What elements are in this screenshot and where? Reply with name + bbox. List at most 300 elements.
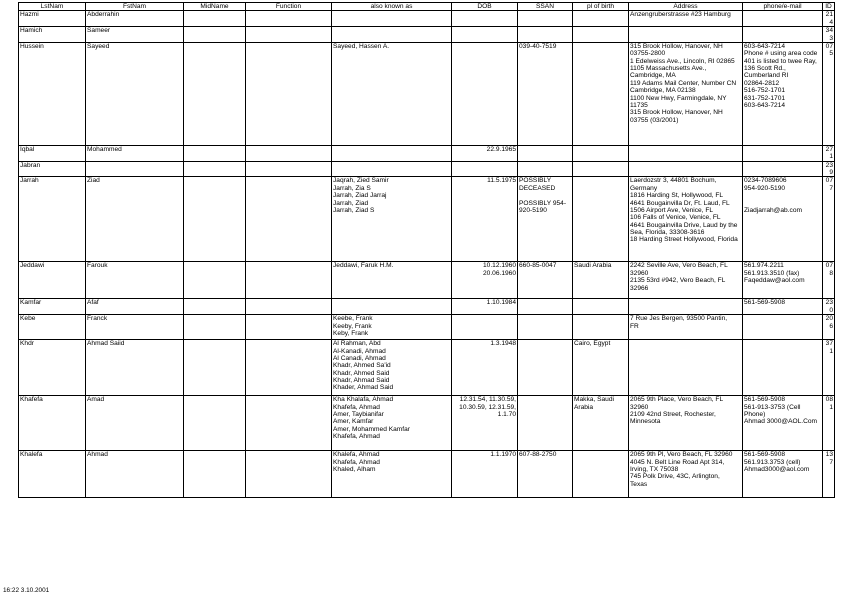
cell-lastname-text: Khalefa: [20, 451, 43, 459]
cell-place-of-birth-text: [574, 162, 627, 169]
cell-aka-line: Khafefa, Ahmad: [333, 403, 380, 411]
cell-dob: [452, 451, 518, 498]
cell-ssan-text: [519, 162, 571, 169]
cell-function: [246, 396, 332, 451]
cell-phone-email-line: Ahmad3000@aol.com: [744, 465, 810, 473]
cell-address-line: Minnesota: [630, 418, 661, 426]
cell-dob: [452, 315, 518, 340]
cell-address-line: 18 Harding Street Hollywood, Florida: [630, 236, 738, 244]
cell-place-of-birth-text: Saudi Arabia: [574, 262, 612, 270]
cell-place-of-birth: [573, 145, 629, 161]
cell-dob-line: 1.1.70: [497, 410, 516, 418]
cell-aka: [332, 145, 452, 161]
print-timestamp: 16:22 3.10.2001: [3, 587, 50, 594]
cell-ssan: [518, 315, 573, 340]
cell-midname-text: [185, 177, 244, 184]
cell-address-line: Irving, TX 75038: [630, 465, 679, 473]
cell-midname-text: [185, 299, 244, 306]
cell-ssan: [518, 161, 573, 177]
cell-place-of-birth: [573, 340, 629, 396]
col-phone-email: phone/e-mail: [743, 3, 823, 11]
cell-place-of-birth: [573, 315, 629, 340]
cell-address-line: 315 Brook Hollow, Hanover, NH: [630, 42, 723, 50]
col-id: ID: [823, 3, 835, 11]
cell-id-text: 206: [825, 315, 833, 330]
cell-ssan-text: [519, 146, 571, 153]
cell-firstname: [86, 299, 184, 315]
cell-lastname: [19, 11, 86, 27]
cell-phone-email-line: 561.913.3753 (cell): [744, 458, 801, 466]
cell-place-of-birth-text: [574, 451, 627, 458]
cell-phone-email: [743, 27, 823, 43]
cell-aka-line: Jeddawi, Faruk H.M.: [333, 262, 394, 270]
cell-lastname: [19, 315, 86, 340]
cell-phone-email: [743, 145, 823, 161]
cell-ssan: [518, 396, 573, 451]
cell-aka: [332, 177, 452, 262]
cell-aka-line: Al-Kanadi, Ahmad: [333, 347, 386, 355]
cell-function-text: [247, 27, 330, 34]
cell-phone-email-line: 954-920-5190: [744, 184, 786, 192]
table-row: [19, 299, 835, 315]
col-lastname: LstNam: [19, 3, 86, 11]
cell-dob: [452, 396, 518, 451]
cell-lastname-text: Hazmi: [20, 11, 39, 19]
cell-address-line: 119 Adams Mail Center, Number CN: [630, 79, 737, 87]
cell-aka: [332, 340, 452, 396]
cell-firstname-text: Ahmad: [87, 451, 108, 459]
cell-phone-email: [743, 299, 823, 315]
table-row: [19, 145, 835, 161]
cell-aka-line: Jarrah, Ziad Jarraj: [333, 192, 387, 200]
cell-firstname: [86, 340, 184, 396]
cell-address-line: Texas: [630, 480, 648, 488]
cell-phone-email-line: 136 Scott Rd.,: [744, 65, 786, 72]
cell-address-line: 2065 9th Pl, Vero Beach, FL 32960: [630, 451, 733, 459]
cell-firstname: [86, 145, 184, 161]
cell-address: [629, 451, 743, 498]
cell-lastname: [19, 340, 86, 396]
cell-aka-line: Jarrah, Ziad S: [333, 206, 375, 214]
table-row: [19, 396, 835, 451]
cell-ssan-text: [519, 192, 571, 199]
cell-address-line: 4045 N. Belt Line Road Apt 314,: [630, 458, 725, 466]
cell-midname: [184, 27, 246, 43]
cell-function-text: [247, 146, 330, 153]
cell-id: [823, 262, 835, 299]
header-row: [19, 3, 835, 11]
cell-phone-email-line: Phone): [744, 410, 766, 418]
col-address: Address: [629, 3, 743, 11]
cell-address-line: 1105 Massachusetts Ave.,: [630, 65, 707, 72]
cell-phone-email-line: 603-643-7214: [744, 101, 786, 109]
cell-ssan: [518, 42, 573, 145]
cell-function-text: [247, 340, 330, 347]
cell-address: [629, 299, 743, 315]
cell-aka-line: Al Rahman, Abd: [333, 340, 381, 348]
cell-place-of-birth: [573, 396, 629, 451]
cell-id-text: 078: [825, 262, 833, 277]
cell-lastname: [19, 27, 86, 43]
cell-id: [823, 451, 835, 498]
cell-place-of-birth-text: [574, 43, 627, 50]
cell-phone-email-line: 0234-7089606: [744, 177, 787, 185]
cell-midname-text: [185, 315, 244, 322]
cell-midname-text: [185, 451, 244, 458]
cell-midname-text: [185, 43, 244, 50]
cell-aka: [332, 42, 452, 145]
cell-place-of-birth: [573, 27, 629, 43]
cell-lastname: [19, 396, 86, 451]
cell-aka: [332, 161, 452, 177]
cell-midname: [184, 177, 246, 262]
cell-id: [823, 145, 835, 161]
cell-address-line: 4641 Bougainvilla Drive, Laud by the: [630, 221, 738, 229]
cell-aka-line: Sayeed, Hassen A.: [333, 42, 390, 50]
cell-id-text: 239: [825, 161, 833, 176]
cell-address-line: Laerdozstr 3, 44801 Bochum,: [630, 177, 717, 185]
cell-lastname: [19, 177, 86, 262]
cell-id: [823, 11, 835, 27]
cell-address-line: 2109 42nd Street, Rochester,: [630, 410, 716, 418]
cell-address-line: Cambridge, MA 02138: [630, 87, 696, 95]
cell-place-of-birth: [573, 42, 629, 145]
cell-phone-email-line: 561-569-5908: [744, 299, 786, 307]
cell-place-of-birth-text: Makka, Saudi Arabia: [574, 396, 614, 411]
cell-id-text: 371: [825, 340, 833, 355]
cell-lastname-text: Kamfar: [20, 299, 42, 307]
cell-id-text: 343: [825, 27, 833, 42]
col-firstname: FstNam: [86, 3, 184, 11]
cell-firstname-text: Afaf: [87, 299, 99, 307]
cell-ssan-text: [519, 27, 571, 34]
col-dob: DOB: [452, 3, 518, 11]
cell-firstname-text: Mohammed: [87, 145, 122, 153]
cell-id: [823, 27, 835, 43]
cell-address-line: 4641 Bougainvilla Dr, Ft. Laud, FL: [630, 199, 730, 207]
records-table: [18, 2, 835, 498]
cell-function: [246, 11, 332, 27]
cell-midname: [184, 11, 246, 27]
cell-function: [246, 315, 332, 340]
cell-ssan: [518, 11, 573, 27]
cell-dob-line: 1.10.1984: [486, 299, 516, 307]
cell-address: [629, 315, 743, 340]
cell-place-of-birth-text: [574, 11, 627, 18]
cell-ssan-text: POSSIBLY 954-920-5190: [519, 199, 567, 214]
cell-ssan: [518, 177, 573, 262]
cell-phone-email-line: 561-569-5908: [744, 396, 786, 404]
cell-aka: [332, 262, 452, 299]
cell-address-line: 7 Rue Jes Bergen, 93500 Pantin,: [630, 315, 728, 323]
cell-phone-email-line: 02864-2812: [744, 79, 780, 87]
cell-aka-line: Khadr, Ahmed Sa'id: [333, 362, 391, 370]
cell-phone-email-line: 561.913.3510 (fax): [744, 269, 800, 277]
cell-aka-line: Keeby, Frank: [333, 322, 372, 330]
cell-ssan: [518, 145, 573, 161]
cell-dob: [452, 11, 518, 27]
table-row: [19, 177, 835, 262]
cell-phone-email: [743, 42, 823, 145]
cell-id: [823, 340, 835, 396]
cell-place-of-birth: [573, 11, 629, 27]
cell-lastname: [19, 299, 86, 315]
cell-lastname-text: Iqbal: [20, 145, 35, 153]
cell-id-text: 214: [825, 11, 833, 26]
cell-function-text: [247, 451, 330, 458]
cell-firstname: [86, 11, 184, 27]
cell-function: [246, 451, 332, 498]
cell-midname-text: [185, 11, 244, 18]
cell-phone-email-line: 516-752-1701: [744, 87, 786, 95]
cell-midname-text: [185, 396, 244, 403]
cell-phone-email: [743, 451, 823, 498]
cell-midname: [184, 396, 246, 451]
cell-dob-line: 12.31.54, 11.30.59,: [459, 396, 516, 404]
cell-place-of-birth-text: [574, 146, 627, 153]
table-row: [19, 340, 835, 396]
cell-address: [629, 11, 743, 27]
cell-place-of-birth: [573, 299, 629, 315]
cell-aka-line: Jarrah, Ziad: [333, 199, 369, 207]
cell-function-text: [247, 396, 330, 403]
cell-dob-line: 22.9.1965: [486, 145, 516, 153]
cell-firstname: [86, 262, 184, 299]
cell-function: [246, 42, 332, 145]
cell-aka: [332, 396, 452, 451]
cell-aka-line: Khader, Ahmad Said: [333, 384, 394, 392]
cell-place-of-birth-text: [574, 299, 627, 306]
cell-place-of-birth-text: [574, 315, 627, 322]
cell-address-line: 1506 Airport Ave, Venice, FL: [630, 206, 714, 214]
cell-aka-line: Khadr, Ahmed Said: [333, 369, 390, 377]
cell-firstname: [86, 177, 184, 262]
cell-address-line: FR: [630, 322, 639, 330]
cell-address-line: 2065 9th Place, Vero Beach, FL: [630, 396, 724, 404]
cell-dob-line: 1.3.1948: [490, 340, 516, 348]
cell-address-line: 1816 Harding St, Hollywood, FL: [630, 192, 724, 200]
cell-phone-email: [743, 262, 823, 299]
cell-id-text: 075: [825, 42, 833, 58]
cell-address: [629, 27, 743, 43]
cell-dob: [452, 161, 518, 177]
cell-function-text: [247, 162, 330, 169]
cell-phone-email-line: [744, 192, 821, 199]
cell-id: [823, 396, 835, 451]
cell-phone-email-line: Ahmad 3000@AOL.Com: [744, 418, 818, 426]
col-function: Function: [246, 3, 332, 11]
cell-address: [629, 42, 743, 145]
table-row: [19, 11, 835, 27]
cell-midname-text: [185, 27, 244, 34]
cell-midname: [184, 42, 246, 145]
cell-ssan-text: [519, 299, 571, 306]
cell-ssan-text: [519, 11, 571, 18]
cell-id: [823, 315, 835, 340]
cell-aka-line: Khafefa, Ahmad: [333, 433, 380, 440]
cell-firstname-text: Abderrahin: [87, 11, 120, 19]
cell-ssan: [518, 27, 573, 43]
cell-address-line: 11735: [630, 101, 648, 109]
cell-function: [246, 177, 332, 262]
cell-lastname-text: Jabran: [20, 161, 41, 169]
col-midname: MidName: [184, 3, 246, 11]
cell-id: [823, 177, 835, 262]
cell-aka-line: Al Canadi, Ahmad: [333, 354, 386, 362]
cell-midname: [184, 299, 246, 315]
col-aka: also known as: [332, 3, 452, 11]
cell-firstname-text: Franck: [87, 315, 108, 323]
cell-dob-line: 11.5.1975: [487, 177, 516, 185]
table-row: [19, 451, 835, 498]
cell-aka-line: Keby, Frank: [333, 329, 369, 337]
cell-ssan-text: 607-88-2750: [519, 451, 557, 459]
cell-dob: [452, 262, 518, 299]
cell-address: [629, 177, 743, 262]
cell-phone-email-line: Ziadjarrah@ab.com: [744, 206, 803, 214]
cell-aka-line: Khalefa, Ahmad: [333, 451, 380, 459]
cell-firstname: [86, 161, 184, 177]
cell-place-of-birth-text: Cairo, Egypt: [574, 340, 611, 348]
cell-lastname-text: Khafefa: [20, 396, 43, 404]
cell-address-line: Anzengruberstrasse #23 Hamburg: [630, 11, 731, 19]
cell-lastname-text: Hussein: [20, 42, 44, 50]
cell-dob-line: 10.12.1960: [482, 262, 516, 270]
cell-aka-line: Khadr, Ahmad Said: [333, 377, 390, 384]
cell-function-text: [247, 299, 330, 306]
cell-phone-email: [743, 340, 823, 396]
cell-address-line: 03755 (03/2001): [630, 116, 679, 124]
cell-address: [629, 161, 743, 177]
table-row: [19, 161, 835, 177]
cell-address-line: 32960: [630, 269, 649, 277]
cell-midname: [184, 262, 246, 299]
cell-aka-line: Khafefa, Ahmad: [333, 458, 380, 466]
cell-ssan-text: [519, 340, 571, 347]
cell-phone-email: [743, 396, 823, 451]
cell-place-of-birth: [573, 262, 629, 299]
table-row: [19, 27, 835, 43]
cell-lastname: [19, 161, 86, 177]
cell-midname-text: [185, 262, 244, 269]
cell-place-of-birth: [573, 161, 629, 177]
cell-phone-email-line: 631-752-1701: [744, 94, 786, 102]
cell-ssan-text: [519, 396, 571, 403]
cell-lastname: [19, 262, 86, 299]
cell-address-line: 03755-2800: [630, 50, 666, 58]
cell-function: [246, 161, 332, 177]
cell-firstname-text: Amad: [87, 396, 105, 404]
cell-function: [246, 262, 332, 299]
cell-firstname-text: Farouk: [87, 262, 108, 270]
cell-lastname-text: Khdr: [20, 340, 34, 348]
cell-ssan: [518, 262, 573, 299]
cell-ssan: [518, 451, 573, 498]
cell-address: [629, 340, 743, 396]
cell-aka-line: Amer, Mohammed Kamfar: [333, 425, 410, 433]
cell-place-of-birth-text: [574, 177, 627, 184]
cell-firstname-text: Sayeed: [87, 42, 110, 50]
cell-lastname: [19, 42, 86, 145]
cell-aka-line: Khaled, Alham: [333, 465, 376, 473]
cell-dob: [452, 177, 518, 262]
cell-function-text: [247, 177, 330, 184]
cell-aka-line: Jarrah, Zia S: [333, 184, 371, 192]
cell-midname-text: [185, 340, 244, 347]
cell-aka-line: Keebe, Frank: [333, 315, 373, 323]
cell-firstname-text: Ziad: [87, 177, 100, 185]
cell-address-line: Sea, Florida, 33308-3616: [630, 229, 705, 236]
cell-dob-line: 20.06.1960: [482, 269, 516, 277]
cell-lastname-text: Jarrah: [20, 177, 39, 185]
cell-firstname-text: Ahmad Saiid: [87, 340, 125, 348]
cell-midname-text: [185, 162, 244, 169]
cell-address-line: Cambridge, MA: [630, 72, 676, 80]
cell-aka-line: Kha Khalafa, Ahmad: [333, 396, 394, 404]
cell-id: [823, 299, 835, 315]
cell-phone-email: [743, 177, 823, 262]
cell-lastname-text: Hamich: [20, 27, 43, 35]
cell-ssan: [518, 340, 573, 396]
cell-aka-line: Jaqrah, Zied Samir: [333, 177, 389, 185]
cell-dob-line: 10.30.59, 12.31.59,: [459, 403, 516, 411]
cell-phone-email: [743, 11, 823, 27]
cell-function-text: [247, 43, 330, 50]
cell-dob: [452, 145, 518, 161]
cell-ssan: [518, 299, 573, 315]
cell-aka: [332, 315, 452, 340]
cell-midname: [184, 145, 246, 161]
table-row: [19, 315, 835, 340]
cell-firstname: [86, 396, 184, 451]
cell-firstname: [86, 451, 184, 498]
cell-phone-email-line: [744, 200, 821, 207]
cell-firstname-text: Sameer: [87, 27, 111, 35]
cell-firstname: [86, 42, 184, 145]
cell-midname: [184, 161, 246, 177]
cell-dob: [452, 27, 518, 43]
cell-address: [629, 262, 743, 299]
cell-phone-email-line: Phone # using area code: [744, 50, 818, 58]
cell-phone-email-line: 603-643-7214: [744, 42, 786, 50]
cell-dob: [452, 340, 518, 396]
cell-midname: [184, 451, 246, 498]
cell-phone-email-line: Cumberland RI: [744, 72, 789, 80]
table-row: [19, 262, 835, 299]
cell-address-line: 2242 Seville Ave, Vero Beach, FL: [630, 262, 728, 270]
cell-address-line: 32966: [630, 284, 649, 292]
cell-lastname-text: Kebe: [20, 315, 36, 323]
cell-address: [629, 396, 743, 451]
cell-phone-email: [743, 161, 823, 177]
cell-place-of-birth: [573, 177, 629, 262]
cell-phone-email-line: 561-913-3753 (Cell: [744, 403, 801, 411]
cell-midname: [184, 315, 246, 340]
cell-phone-email-line: Faqeddaw@aol.com: [744, 277, 805, 285]
cell-phone-email-line: 561.974.2211: [744, 262, 784, 270]
table-row: [19, 42, 835, 145]
cell-lastname: [19, 145, 86, 161]
cell-address-line: 315 Brook Hollow, Hanover, NH: [630, 109, 723, 117]
cell-function: [246, 27, 332, 43]
cell-ssan-text: [519, 315, 571, 322]
cell-function-text: [247, 11, 330, 18]
col-place-of-birth: pl of birth: [573, 3, 629, 11]
cell-ssan-text: 660-85-0047: [519, 262, 557, 270]
cell-address-line: 1 Edelweiss Ave., Lincoln, RI 02865: [630, 57, 735, 65]
cell-midname-text: [185, 146, 244, 153]
cell-id-text: 137: [825, 451, 833, 466]
